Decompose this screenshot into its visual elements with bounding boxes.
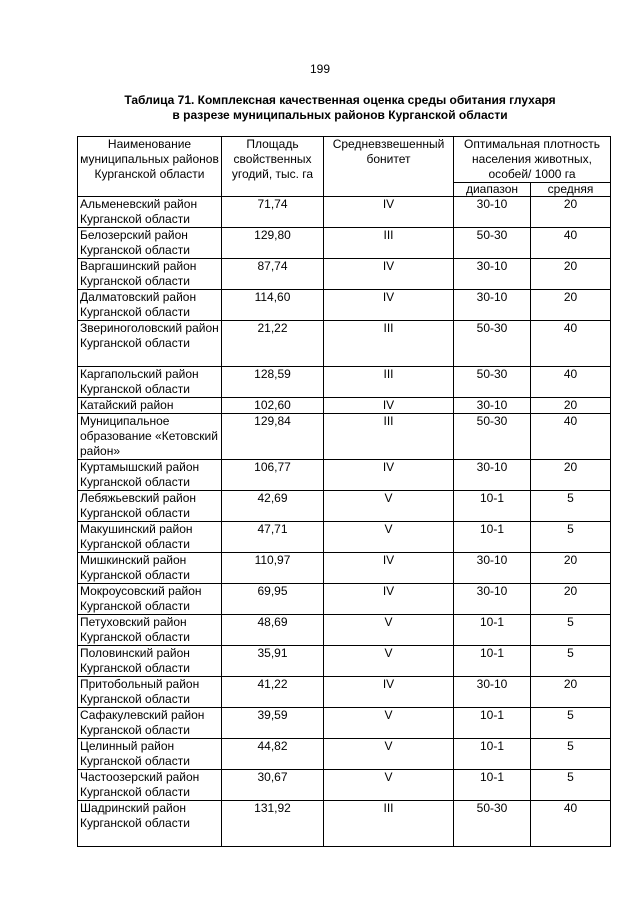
cell-average: 20 [531, 553, 611, 584]
table-row [78, 228, 611, 259]
cell-average: 20 [531, 259, 611, 290]
cell-bonitet: V [324, 615, 454, 646]
cell-bonitet: V [324, 491, 454, 522]
table-row [78, 321, 611, 367]
cell-district-name: Мишкинский район Курганской области [78, 553, 222, 584]
cell-area: 102,60 [222, 398, 324, 414]
cell-bonitet: IV [324, 290, 454, 321]
cell-average: 5 [531, 615, 611, 646]
cell-district-name: Мокроусовский район Курганской области [78, 584, 222, 615]
cell-range: 50-30 [454, 228, 531, 259]
cell-range: 10-1 [454, 646, 531, 677]
table-row [78, 615, 611, 646]
table-row [78, 460, 611, 491]
cell-district-name: Белозерский район Курганской области [78, 228, 222, 259]
cell-district-name: Куртамышский район Курганской области [78, 460, 222, 491]
cell-average: 20 [531, 677, 611, 708]
cell-bonitet: III [324, 228, 454, 259]
cell-area: 129,80 [222, 228, 324, 259]
cell-bonitet: III [324, 321, 454, 367]
cell-average: 5 [531, 739, 611, 770]
table-body [78, 197, 611, 847]
cell-district-name: Частоозерский район Курганской области [78, 770, 222, 801]
cell-range: 10-1 [454, 708, 531, 739]
header-average: средняя [531, 183, 611, 197]
cell-district-name: Лебяжьевский район Курганской области [78, 491, 222, 522]
table-row [78, 646, 611, 677]
cell-range: 30-10 [454, 197, 531, 228]
cell-range: 10-1 [454, 491, 531, 522]
cell-district-name: Каргапольский район Курганской области [78, 367, 222, 398]
cell-district-name: Сафакулевский район Курганской области [78, 708, 222, 739]
table-row [78, 739, 611, 770]
cell-area: 41,22 [222, 677, 324, 708]
cell-range: 10-1 [454, 739, 531, 770]
cell-range: 30-10 [454, 290, 531, 321]
header-range: диапазон [454, 183, 531, 197]
cell-bonitet: V [324, 522, 454, 553]
cell-area: 106,77 [222, 460, 324, 491]
cell-range: 10-1 [454, 522, 531, 553]
table-caption [70, 93, 610, 123]
cell-average: 40 [531, 414, 611, 460]
cell-bonitet: V [324, 646, 454, 677]
header-row [78, 137, 611, 183]
table-row [78, 708, 611, 739]
header-bonitet: Средневзвешенный бонитет [324, 137, 454, 197]
cell-average: 40 [531, 228, 611, 259]
cell-average: 5 [531, 770, 611, 801]
cell-district-name: Макушинский район Курганской области [78, 522, 222, 553]
cell-area: 129,84 [222, 414, 324, 460]
cell-bonitet: III [324, 801, 454, 847]
cell-average: 5 [531, 522, 611, 553]
cell-range: 30-10 [454, 259, 531, 290]
cell-range: 10-1 [454, 770, 531, 801]
cell-area: 39,59 [222, 708, 324, 739]
cell-range: 30-10 [454, 584, 531, 615]
header-district-name: Наименование муниципальных районов Курганской области [78, 137, 222, 197]
table-row [78, 553, 611, 584]
table-row [78, 259, 611, 290]
cell-average: 20 [531, 398, 611, 414]
cell-average: 40 [531, 321, 611, 367]
cell-area: 30,67 [222, 770, 324, 801]
cell-district-name: Целинный район Курганской области [78, 739, 222, 770]
cell-bonitet: IV [324, 398, 454, 414]
page-number: 199 [309, 62, 331, 76]
cell-district-name: Половинский район Курганской области [78, 646, 222, 677]
cell-area: 47,71 [222, 522, 324, 553]
header-optimal-density: Оптимальная плотность населения животных, особей/ 1000 га [454, 137, 611, 183]
cell-range: 50-30 [454, 321, 531, 367]
table-row [78, 522, 611, 553]
cell-average: 20 [531, 460, 611, 491]
cell-area: 114,60 [222, 290, 324, 321]
cell-range: 50-30 [454, 414, 531, 460]
cell-district-name: Звериноголовский район Курганской области [78, 321, 222, 367]
cell-district-name: Муниципальное образование «Кетовский район» [78, 414, 222, 460]
cell-bonitet: IV [324, 553, 454, 584]
cell-range: 10-1 [454, 615, 531, 646]
cell-district-name: Петуховский район Курганской области [78, 615, 222, 646]
table-row [78, 398, 611, 414]
cell-district-name: Катайский район [78, 398, 222, 414]
cell-area: 21,22 [222, 321, 324, 367]
cell-area: 110,97 [222, 553, 324, 584]
cell-area: 42,69 [222, 491, 324, 522]
cell-bonitet: V [324, 739, 454, 770]
table-row [78, 491, 611, 522]
table-row [78, 414, 611, 460]
cell-average: 40 [531, 801, 611, 847]
cell-bonitet: IV [324, 197, 454, 228]
cell-bonitet: IV [324, 259, 454, 290]
table-row [78, 197, 611, 228]
habitat-assessment-table [77, 136, 611, 847]
cell-bonitet: IV [324, 677, 454, 708]
cell-average: 5 [531, 708, 611, 739]
cell-district-name: Далматовский район Курганской области [78, 290, 222, 321]
table-row [78, 801, 611, 847]
cell-bonitet: III [324, 367, 454, 398]
cell-average: 20 [531, 197, 611, 228]
cell-average: 20 [531, 290, 611, 321]
cell-area: 69,95 [222, 584, 324, 615]
cell-area: 87,74 [222, 259, 324, 290]
cell-bonitet: V [324, 770, 454, 801]
table-row [78, 584, 611, 615]
cell-average: 5 [531, 646, 611, 677]
header-area: Площадь свойственных угодий, тыс. га [222, 137, 324, 197]
cell-district-name: Альменевский район Курганской области [78, 197, 222, 228]
cell-range: 30-10 [454, 398, 531, 414]
cell-area: 48,69 [222, 615, 324, 646]
cell-area: 71,74 [222, 197, 324, 228]
table-row [78, 367, 611, 398]
table-row [78, 290, 611, 321]
cell-range: 30-10 [454, 553, 531, 584]
cell-range: 50-30 [454, 801, 531, 847]
cell-district-name: Варгашинский район Курганской области [78, 259, 222, 290]
cell-area: 131,92 [222, 801, 324, 847]
caption-line-2: в разрезе муниципальных районов Курганской области [172, 108, 508, 122]
cell-range: 30-10 [454, 677, 531, 708]
cell-area: 44,82 [222, 739, 324, 770]
cell-district-name: Шадринский район Курганской области [78, 801, 222, 847]
cell-bonitet: V [324, 708, 454, 739]
cell-district-name: Притобольный район Курганской области [78, 677, 222, 708]
cell-range: 50-30 [454, 367, 531, 398]
cell-bonitet: III [324, 414, 454, 460]
cell-area: 35,91 [222, 646, 324, 677]
cell-area: 128,59 [222, 367, 324, 398]
cell-average: 20 [531, 584, 611, 615]
cell-average: 5 [531, 491, 611, 522]
cell-bonitet: IV [324, 584, 454, 615]
table-row [78, 770, 611, 801]
cell-average: 40 [531, 367, 611, 398]
cell-range: 30-10 [454, 460, 531, 491]
caption-line-1: Таблица 71. Комплексная качественная оценка среды обитания глухаря [124, 93, 556, 107]
cell-bonitet: IV [324, 460, 454, 491]
table-row [78, 677, 611, 708]
